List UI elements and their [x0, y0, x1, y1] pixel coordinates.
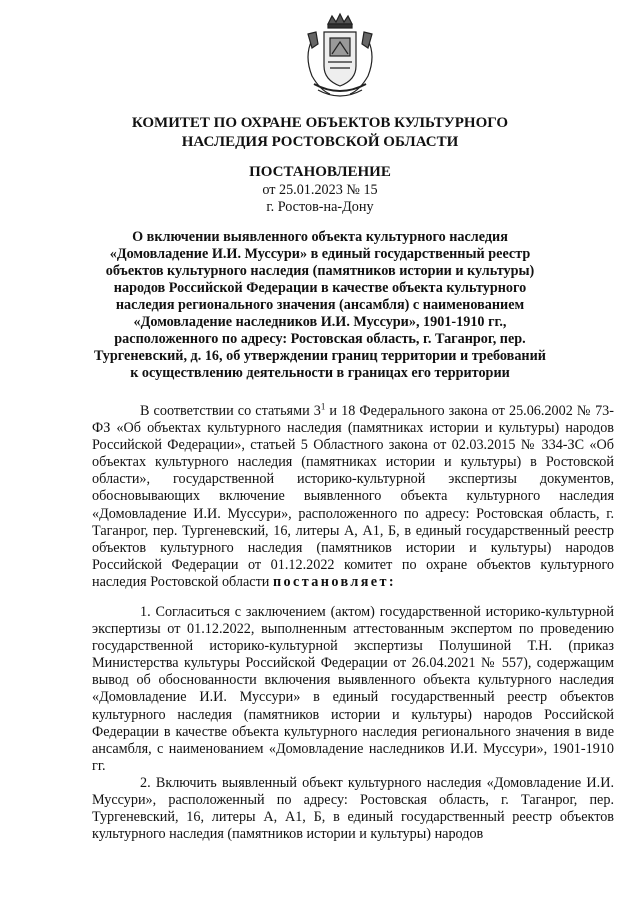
issuing-organization — [0, 114, 640, 152]
coat-of-arms-icon — [298, 10, 382, 102]
clause-1-text: 1. Согласиться с заключением (актом) государственной историко-культурной экспертизы от 01.12.2022, выполненным аттестованным экспертом по проведению государственной историко-культурной экспертизы Полушиной Т.Н. (приказ Министерства культуры Российской Федерации от 26.04.2021 № 557), содержащим вывод об обоснованности включения выявленного объекта культурного наследия «Домовладение И.И. Муссури» в единый государственный реестр объектов культурного наследия (памятников истории и культуры) народов Российской Федерации в качестве объекта культурного наследия регионального значения в виде ансамбля, с наименованием «Домовладение наследников И.И. Муссури», 1901-1910 гг. — [92, 604, 614, 774]
document-title: О включении выявленного объекта культурного наследия «Домовладение И.И. Муссури» в единый государственный реестр объектов культурного наследия (памятников истории и культуры) народов Российской Федерации в качестве объекта культурного наследия регионального значения (ансамбля) с наименованием «Домовладение наследников И.И. Муссури», 1901-1910 гг., расположенного по адресу: Ростовская область, г. Таганрог, пер. Тургеневский, д. 16, об утверждении границ территории и требований к осуществлению деятельности в границах его территории — [94, 229, 546, 381]
preamble-text-start: В соответствии со статьями 3 — [140, 403, 321, 419]
clause-2 — [92, 775, 614, 843]
document-city: г. Ростов-на-Дону — [266, 199, 374, 215]
org-line-2: НАСЛЕДИЯ РОСТОВСКОЙ ОБЛАСТИ — [181, 134, 459, 150]
preamble-paragraph — [92, 403, 614, 591]
clause-1 — [92, 604, 614, 775]
preamble-text-rest: и 18 Федерального закона от 25.06.2002 № 73-ФЗ «Об объектах культурного наследия (памятниках истории и культуры) народов Российской Федерации», статьей 5 Областного закона от 02.03.2015 № 334-ЗС «Об объектах культурного наследия (памятниках истории и культуры) в Ростовской области», государственной историко-культурной экспертизы документов, обосновывающих включение выявленного объекта культурного наследия «Домовладение И.И. Муссури», расположенного по адресу: Ростовская область, г. Таганрог, пер. Тургеневский, 16, литеры А, А1, Б, в единый государственный реестр объектов культурного наследия (памятников истории и культуры) народов Российской Федерации от 01.12.2022 комитет по охране объектов культурного наследия Ростовской области — [92, 403, 614, 590]
clause-2-text: 2. Включить выявленный объект культурного наследия «Домовладение И.И. Муссури», расположенный по адресу: Ростовская область, г. Таганрог, пер. Тургеневский, 16, литеры А, А1, Б, в единый государственный реестр объектов культурного наследия (памятников истории и культуры) народов — [92, 775, 614, 843]
document-type: ПОСТАНОВЛЕНИЕ — [249, 164, 391, 180]
resolves-keyword: постановляет: — [272, 573, 396, 590]
article-superscript: 1 — [320, 401, 326, 412]
org-line-1: КОМИТЕТ ПО ОХРАНЕ ОБЪЕКТОВ КУЛЬТУРНОГО — [131, 115, 509, 131]
document-date-number: от 25.01.2023 № 15 — [262, 182, 378, 198]
